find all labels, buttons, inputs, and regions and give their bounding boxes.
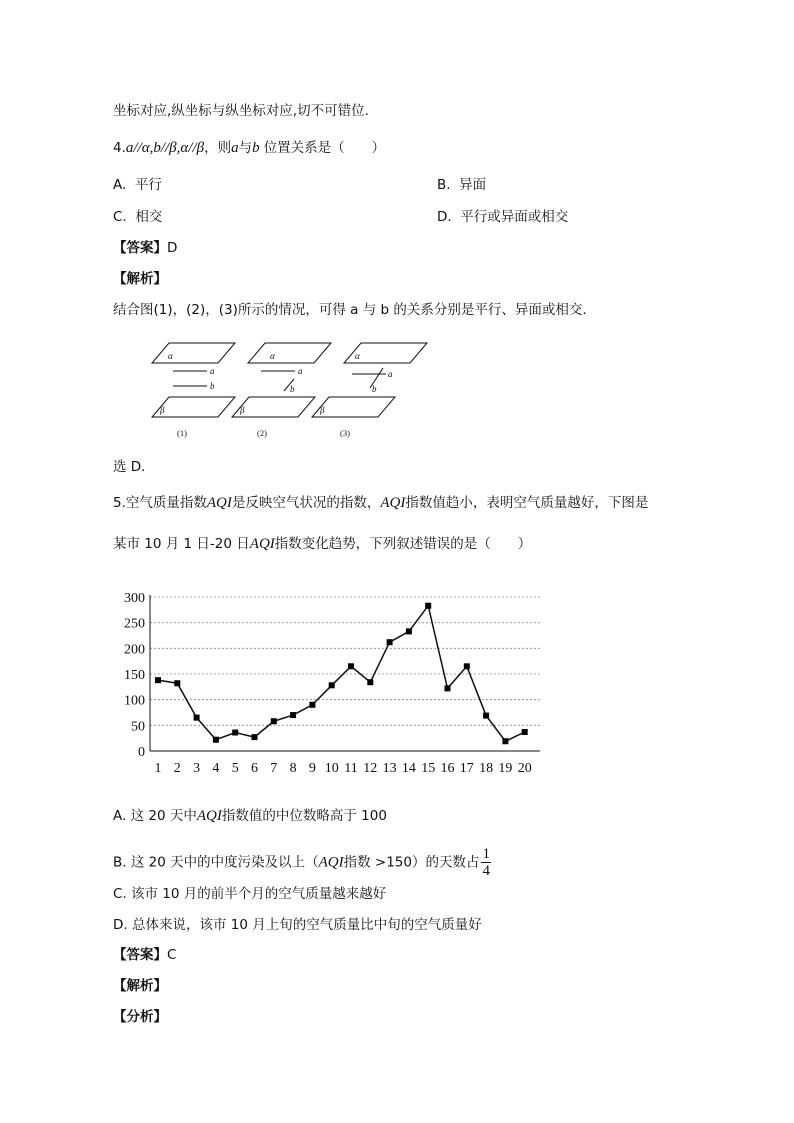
y-tick-labels — [124, 591, 145, 760]
aqi-markers — [155, 603, 528, 745]
option-a: A. 平行 — [113, 177, 162, 193]
var-a: a — [231, 140, 239, 156]
label-alpha: α — [168, 351, 173, 361]
data-point — [445, 685, 451, 691]
label-beta: β — [240, 405, 245, 415]
q5-option-a: A. 这 20 天中AQI指数值的中位数略高于 100 — [113, 808, 387, 824]
y-tick-label: 50 — [131, 719, 145, 735]
q5-analysis-tag: 【解析】 — [113, 978, 167, 994]
q5-option-b: B. 这 20 天中的中度污染及以上（AQI指数 >150）的天数占 $\frac{1}{4}$ — [113, 846, 490, 879]
x-tick-label: 10 — [324, 761, 339, 776]
label-a: a — [388, 369, 393, 379]
q5-option-d: D. 总体来说，该市 10 月上旬的空气质量比中旬的空气质量好 — [113, 917, 482, 933]
aqi-label: AQI — [206, 495, 232, 511]
label-a: a — [210, 366, 215, 376]
option-c: C. 相交 — [113, 209, 163, 225]
label-b: b — [210, 381, 215, 391]
label-a: a — [298, 366, 303, 376]
x-tick-label: 12 — [363, 761, 378, 776]
y-tick-label: 300 — [124, 591, 145, 606]
analysis-tag: 【解析】 — [113, 271, 167, 287]
q5-fenxi-tag: 【分析】 — [113, 1009, 167, 1025]
label-b: b — [290, 384, 295, 394]
caption-1: (1) — [177, 428, 187, 438]
data-point — [348, 663, 354, 669]
question-5-line-2: 某市 10 月 1 日-20 日AQI指数变化趋势，下列叙述错误的是（ ） — [113, 536, 532, 552]
data-point — [232, 730, 238, 736]
x-tick-label: 8 — [289, 761, 297, 776]
x-tick-label: 2 — [173, 761, 181, 776]
data-point — [464, 663, 470, 669]
stem-text: ，则 — [204, 140, 232, 156]
x-tick-label: 16 — [440, 761, 455, 776]
x-tick-label: 7 — [270, 761, 278, 776]
x-tick-label: 20 — [517, 761, 532, 776]
question-number: 4. — [113, 140, 126, 156]
x-tick-label: 19 — [498, 761, 513, 776]
data-point — [309, 702, 315, 708]
aqi-label: AQI — [249, 536, 275, 552]
question-5-line-1: 5.空气质量指数AQI是反映空气状况的指数，AQI指数值趋小，表明空气质量越好，下图是 — [113, 495, 649, 511]
analysis-text: 结合图(1)，(2)，(3)所示的情况，可得 a 与 b 的关系分别是平行、异面或相交. — [113, 302, 587, 318]
data-point — [522, 729, 528, 735]
option-d: D. 平行或异面或相交 — [437, 209, 569, 225]
data-point — [271, 718, 277, 724]
aqi-label: AQI — [380, 495, 406, 511]
y-tick-label: 250 — [124, 616, 145, 632]
caption-3: (3) — [340, 428, 350, 438]
x-tick-label: 14 — [401, 761, 416, 776]
x-tick-label: 6 — [251, 761, 258, 776]
x-tick-label: 3 — [193, 761, 201, 776]
var-b: b — [252, 140, 260, 156]
question-4-stem — [113, 138, 385, 158]
data-point — [329, 682, 335, 688]
q5-option-c: C. 该市 10 月的前半个月的空气质量越来越好 — [113, 886, 387, 902]
q5-answer-line: 【答案】C — [113, 947, 177, 963]
x-tick-label: 5 — [231, 761, 239, 776]
label-alpha: α — [355, 351, 360, 361]
answer-line: 【答案】D — [113, 240, 178, 256]
y-tick-label: 0 — [138, 745, 145, 760]
data-point — [367, 679, 373, 685]
data-point — [425, 603, 431, 609]
data-point — [213, 737, 219, 743]
data-point — [290, 712, 296, 718]
data-point — [406, 628, 412, 634]
stem-text: 与 — [238, 140, 253, 156]
y-tick-label: 200 — [124, 642, 145, 658]
aqi-chart — [110, 585, 550, 780]
option-b: B. 异面 — [437, 177, 487, 193]
x-tick-label: 4 — [212, 761, 220, 776]
chart-grid — [150, 597, 540, 725]
label-b: b — [372, 384, 377, 394]
previous-answer-tail: 坐标对应,纵坐标与纵坐标对应,切不可错位. — [113, 103, 369, 119]
y-tick-label: 150 — [124, 668, 145, 683]
aqi-series-line — [158, 606, 525, 742]
caption-2: (2) — [257, 428, 267, 438]
data-point — [194, 715, 200, 721]
y-tick-label: 100 — [124, 693, 145, 709]
x-tick-label: 11 — [344, 761, 358, 776]
planes-diagram — [148, 336, 438, 446]
x-tick-label: 1 — [154, 761, 162, 776]
label-beta: β — [320, 405, 325, 415]
x-tick-label: 15 — [421, 761, 436, 776]
choose-line: 选 D. — [113, 459, 146, 475]
fraction: $\frac{1}{4}$ — [482, 846, 490, 879]
data-point — [155, 677, 161, 683]
label-beta: β — [160, 405, 165, 415]
data-point — [502, 738, 508, 744]
x-tick-label: 18 — [479, 761, 494, 776]
x-tick-label: 9 — [308, 761, 316, 776]
x-tick-label: 17 — [459, 761, 474, 776]
condition: a//α,b//β,α//β — [125, 140, 205, 156]
x-tick-label: 13 — [382, 761, 397, 776]
label-alpha: α — [270, 351, 275, 361]
data-point — [483, 713, 489, 719]
data-point — [252, 734, 258, 740]
data-point — [174, 680, 180, 686]
x-tick-labels — [155, 761, 532, 776]
data-point — [387, 639, 393, 645]
stem-text: 位置关系是（ ） — [263, 140, 386, 156]
